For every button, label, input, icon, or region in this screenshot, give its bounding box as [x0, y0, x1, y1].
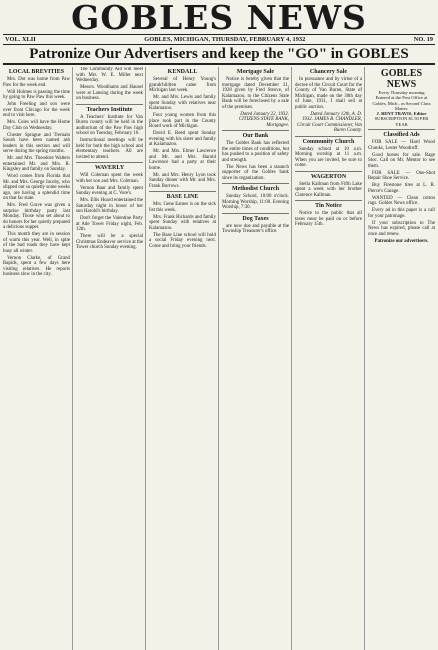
- classified-ad: If your subscription to The News has expired, please call at once and renew.: [368, 220, 435, 237]
- notice-signature: Dated January 12th, A. D. 1932. JAMES B. CHANDLER, Circuit Court Commissioner, Van Buren County.: [296, 111, 362, 133]
- classified-ad: Every ad in this paper is a call for your patronage.: [368, 208, 435, 219]
- column-1: [3, 67, 73, 650]
- article-paragraph: Mrs. Fred Grave was given a surprise birthday party last Monday. Those who set about to do honors for her quietly prepared a delicious supper.: [3, 203, 70, 230]
- article-paragraph: Vernon Baar and family spent Sunday evening at C. Vore's.: [76, 185, 143, 196]
- section-head: Tin Notice: [315, 203, 342, 209]
- masthead-title: GOBLES NEWS: [71, 0, 367, 37]
- article-paragraph: In pursuance and by virtue of a decree of the Circuit Court for the County of Van Buren, State of Michigan, made on the 30th day of June, 1931, I shall sell at public auction.: [295, 77, 362, 110]
- section-head: Teachers Institute: [86, 106, 133, 113]
- article-paragraph: Will Coleman spent the week with her son and Mrs. Coleman.: [76, 173, 143, 184]
- divider: [76, 104, 143, 105]
- article-paragraph: Word comes from Florida that Mr. and Mrs. George Jacoby, who slipped out so quietly some weeks ago, are having a splendid time on that far state.: [3, 174, 70, 201]
- divider: [149, 191, 216, 192]
- article-paragraph: Instructional meetings will be held for both the high school and elementary teachers. All are invited to attend.: [76, 138, 143, 160]
- column-4: [222, 67, 292, 650]
- article-paragraph: Sunday school at 10 a.m. Morning worship at 11 a.m. When you are invited, be sure to come.: [295, 146, 362, 168]
- section-head: BASE LINE: [166, 194, 199, 200]
- article-paragraph: Four young women from this place took part in the County Board work of Michigan.: [149, 113, 216, 129]
- classified-ad: WANTED — Clean cotton rags. Gobles News office.: [368, 195, 435, 207]
- column-5: [295, 67, 365, 650]
- classified-ad: FOR SALE — One-Shot Repair Shoe Service.: [368, 170, 435, 182]
- place-date: GOBLES, MICHIGAN, THURSDAY, FEBRUARY 4, 1932: [144, 36, 306, 43]
- divider: [222, 183, 289, 184]
- article-paragraph: Mr. and Mrs. Elmer Lawrence and Mr. and Mrs. Harold Lawrence had a party at their home.: [149, 149, 216, 171]
- section-head: Chancery Sale: [309, 69, 348, 75]
- article-paragraph: The Community Aid will meet with Mrs. W. E. Miller next Wednesday.: [76, 67, 143, 83]
- article-paragraph: Sunday School, 10:00 o'clock. Morning Worship, 11:00. Evening Worship, 7:30.: [222, 194, 289, 210]
- article-paragraph: Mrs. Ellis Hoard entertained the Saturday night in honor of her son Harold's birthday.: [76, 198, 143, 214]
- masthead-box-title: GOBLES NEWS: [380, 68, 423, 90]
- divider: [295, 200, 362, 201]
- section-head: Our Bank: [242, 133, 269, 139]
- article-paragraph: The News has been a staunch supporter of the Gobles bank since its organization.: [222, 164, 289, 181]
- article-paragraph: Mrs. Gene Eames is on the sick list this week.: [149, 202, 216, 213]
- section-head: Community Church: [302, 138, 355, 145]
- article-paragraph: Mr. and Mrs. Henry Lyon took Sunday dinner with Mr. and Mrs. Frank Burrows.: [149, 172, 216, 189]
- section-head: Classified Ads: [383, 132, 420, 139]
- article-paragraph: Messrs. Woodhams and Hausel were at Lansing during the week on business.: [76, 85, 143, 101]
- article-paragraph: Notice is hereby given that the mortgage dated December 31, 1928 given by Fred Steuve, of Kalamazoo, to the Citizens State Bank will be foreclosed by a sale of the premises.: [222, 77, 289, 110]
- article-paragraph: David E. Reed spent Sunday evening with his sister and family at Kalamazoo.: [149, 131, 216, 147]
- article-paragraph: are now due and payable at the Township Treasurer's office.: [222, 223, 289, 234]
- section-head: KENDALL: [167, 69, 198, 75]
- section-head: WAGERTON: [310, 173, 347, 180]
- article-paragraph: Chester Sprague and Tremain Soush have been named ash leaders in this section and will serve during the spring months.: [3, 132, 70, 154]
- dateline: [3, 34, 435, 45]
- article-paragraph: Stella Kallman from Fifth Lake spent a week with her brother Clarence Kallman.: [295, 181, 362, 198]
- article-paragraph: Vernon Clarke, of Grand Rapids, spent a few days here visiting relatives. He reports business slow in the city.: [3, 255, 70, 277]
- section-head: LOCAL BREVITIES: [8, 69, 65, 75]
- article-paragraph: Mrs. Frank Richards and family spent Sunday with relatives at Kalamazoo.: [149, 214, 216, 231]
- divider: [295, 171, 362, 172]
- volume-label: VOL. XLII: [5, 36, 36, 43]
- masthead-box-line: Entered at the Post Office at Gobles, Mich., as Second Class Matter.: [372, 95, 431, 111]
- section-head: Dog Taxes: [242, 215, 269, 222]
- divider: [222, 213, 289, 214]
- section-head: WAVERLY: [94, 165, 125, 171]
- article-paragraph: There will be a special Christmas Endeavor service at the Tower church Sunday evening.: [76, 234, 143, 250]
- article-paragraph: Will Holmes is passing the time by going to Paw Paw this week.: [3, 89, 70, 100]
- article-paragraph: Mrs. Dot was home from Paw Paw for the week end.: [3, 77, 70, 88]
- article-paragraph: The Base Line school will hold a social Friday evening next. Come and bring your friends.: [149, 232, 216, 249]
- divider: [76, 162, 143, 163]
- article-paragraph: John Freeling and son were over from Chicago for the week end to visit here.: [3, 102, 70, 118]
- masthead-box-line: Every Thursday morning: [378, 90, 425, 95]
- column-3: [149, 67, 219, 650]
- column-6: [368, 67, 435, 650]
- columns: [3, 67, 435, 650]
- banner-headline: Patronize Our Advertisers and keep the "GO" in GOBLES: [3, 46, 435, 65]
- article-paragraph: Mr. and Mrs. Theodore Walters entertained Mr. and Mrs. R. Kingsley and family on Sunday.: [3, 156, 70, 172]
- divider: [368, 129, 435, 130]
- article-paragraph: This month they are in session of warm this year. Well, in spite of the bad roads they have kept busy all winter.: [3, 232, 70, 254]
- classified-ad: Buy Firestone tires at L. R. Pierce's Garage.: [368, 183, 435, 194]
- article-paragraph: Notice to the public that all taxes must be paid on or before February 15th.: [295, 211, 362, 227]
- section-head: Methodist Church: [231, 186, 280, 192]
- article-paragraph: Several of Henry Young's grandchildren came from Michigan last week.: [149, 77, 216, 93]
- column-2: [76, 67, 146, 650]
- subscription-line: SUBSCRIPTION $1.50 PER YEAR: [374, 116, 429, 127]
- section-head: Mortgage Sale: [236, 69, 275, 75]
- article-paragraph: Don't forget the Valentine Party at Ade Tower Friday night, Feb. 12th.: [76, 216, 143, 232]
- article-paragraph: A Teachers' Institute for Van Buren county will be held in the auditorium of the Paw Paw high school on Tuesday, February 16.: [76, 114, 143, 136]
- closing-line: Patronize our advertisers.: [374, 238, 429, 244]
- article-paragraph: Mr. and Mrs. Lewis and family spent Sunday with relatives near Kalamazoo.: [149, 95, 216, 111]
- article-paragraph: Mrs. Coles will have the Home Day Club on Wednesday.: [3, 120, 70, 131]
- editor-line: J. BENT TRAVIS, Editor: [376, 111, 427, 117]
- article-paragraph: The Gobles Bank has reflected the entire times of conditions, but has pushed to a position of safety and strength.: [222, 141, 289, 163]
- issue-number: NO. 19: [413, 36, 433, 43]
- notice-signature: Dated January 22, 1932. CITIZENS STATE BANK, Mortgagee.: [238, 111, 289, 128]
- classified-ad: FOR SALE — Hard Wood Chunks, Lester Woodruff.: [368, 140, 435, 151]
- divider: [295, 136, 362, 137]
- divider: [222, 130, 289, 131]
- classified-ad: Good horses for sale. Rage Stoc. Call on Mr. Mentor to see them.: [368, 152, 435, 169]
